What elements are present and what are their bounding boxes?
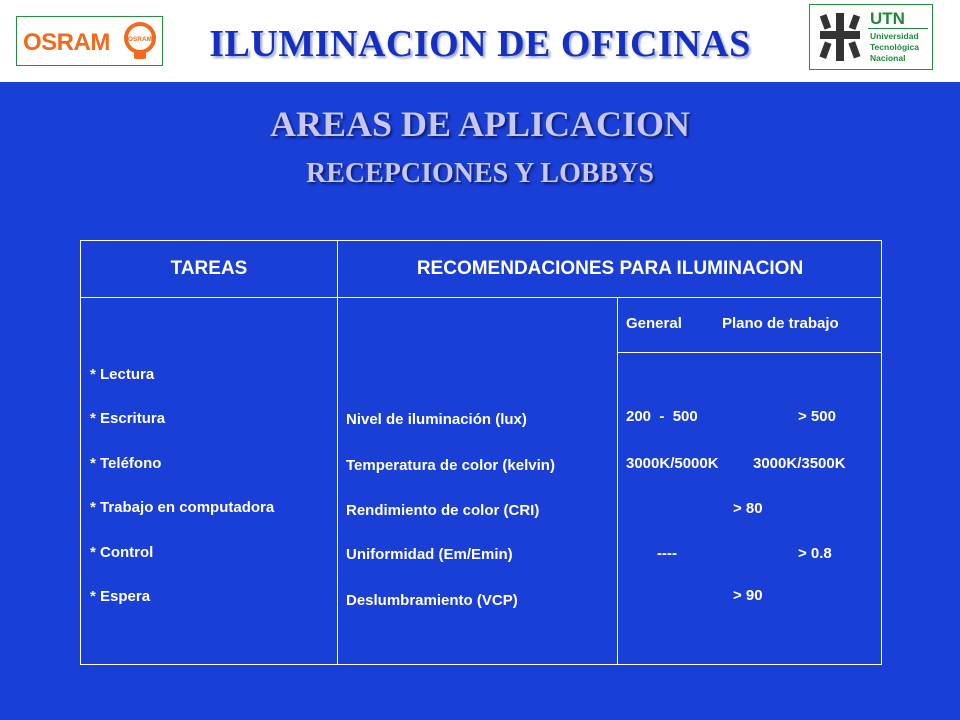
task-item: * Lectura	[90, 366, 155, 383]
value-plano: > 500	[798, 408, 836, 425]
utn-logo-line3: Nacional	[870, 53, 906, 63]
value-general: 3000K/5000K	[626, 455, 719, 472]
header-recomendaciones: RECOMENDACIONES PARA ILUMINACION	[416, 258, 804, 279]
task-item: * Espera	[90, 588, 151, 605]
header-bar	[0, 0, 960, 82]
table-header-divider	[80, 297, 882, 298]
utn-logo-subtitle	[870, 31, 919, 64]
parameter-item: Uniformidad (Em/Emin)	[346, 546, 513, 563]
table-col-divider-1	[337, 240, 338, 665]
table-border-top	[80, 240, 882, 241]
subsection-title: RECEPCIONES Y LOBBYS	[305, 158, 654, 189]
table-border-bottom	[80, 664, 882, 665]
osram-logo-text: OSRAM	[23, 29, 110, 56]
value-plano: > 80	[733, 500, 763, 517]
utn-emblem-icon	[818, 11, 862, 63]
task-item: * Trabajo en computadora	[90, 499, 275, 516]
utn-logo-line2: Tecnológica	[870, 42, 919, 52]
subheader-general: General	[626, 315, 682, 332]
subheader-plano-trabajo: Plano de trabajo	[722, 315, 839, 332]
value-general: 200 - 500	[626, 408, 698, 425]
header-tareas: TAREAS	[170, 258, 248, 279]
table-border-right	[881, 240, 882, 665]
utn-logo-line1: Universidad	[870, 31, 919, 41]
task-item: * Teléfono	[90, 455, 162, 472]
parameter-item: Nivel de iluminación (lux)	[346, 411, 527, 428]
parameter-item: Temperatura de color (kelvin)	[346, 457, 555, 474]
page-title: ILUMINACION DE OFICINAS	[209, 23, 751, 65]
parameter-item: Rendimiento de color (CRI)	[346, 502, 540, 519]
utn-logo-divider	[868, 28, 928, 29]
utn-logo-name: UTN	[870, 9, 905, 28]
parameter-item: Deslumbramiento (VCP)	[346, 592, 518, 609]
value-general: ----	[657, 545, 677, 562]
osram-bulb-label: OSRAM	[127, 36, 153, 43]
value-plano: 3000K/3500K	[753, 455, 846, 472]
task-item: * Control	[90, 544, 154, 561]
task-item: * Escritura	[90, 410, 166, 427]
value-plano: > 0.8	[798, 545, 832, 562]
section-title: AREAS DE APLICACION	[269, 104, 691, 144]
utn-logo	[809, 4, 933, 70]
value-plano: > 90	[733, 587, 763, 604]
table-border-left	[80, 240, 81, 665]
table-subheader-divider	[617, 352, 882, 353]
